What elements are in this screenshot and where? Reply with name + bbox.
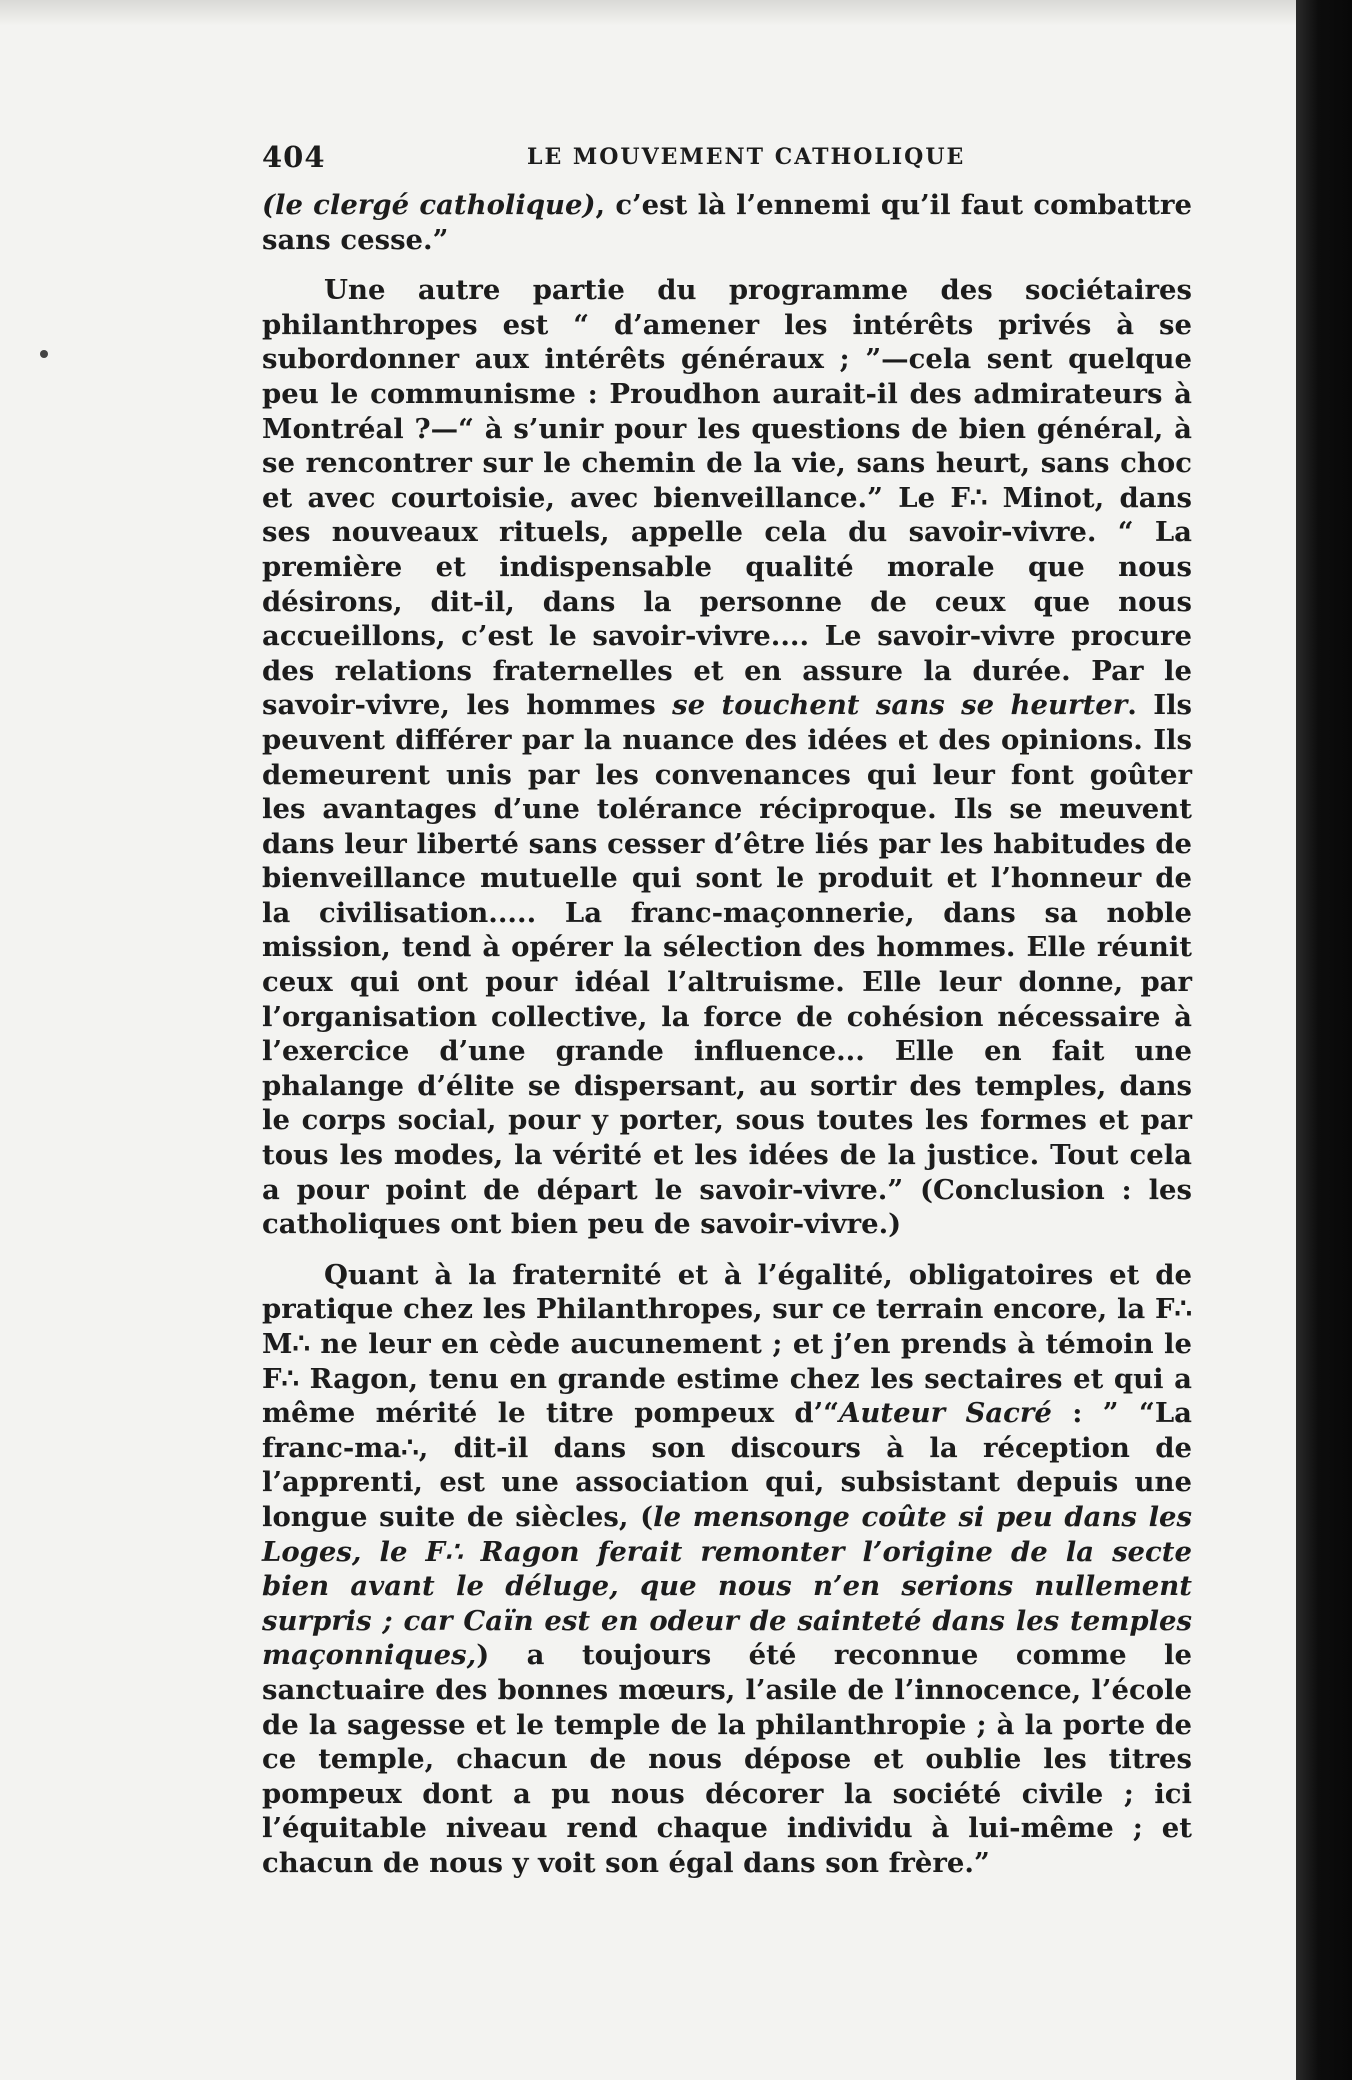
paragraph [262,273,1192,1242]
margin-speck [40,350,48,358]
text-segment: . Ils peuvent différer par la nuance des idées et des opinions. Ils demeurent unis par les convenances qui leur font goûter les avantages d’une tolérance réciproque. Ils se meuvent dans leur liberté sans cesser d’être liés par les habitudes de bienveillance mutuelle qui sont le produit et l’honneur de la civilisation..... La franc-maçonnerie, dans sa noble mission, tend à opérer la sélection des hommes. Elle réunit ceux qui ont pour idéal l’altruisme. Elle leur donne, par l’organisation collective, la force de cohésion nécessaire à l’exercice d’une grande influence... Elle en fait une phalange d’élite se dispersant, au sortir des temples, dans le corps social, pour y porter, sous toutes les formes et par tous les modes, la vérité et les idées de la justice. Tout cela a pour point de départ le savoir-vivre.” (Conclusion : les catholiques ont bien peu de savoir-vivre.) [262,689,1192,1241]
page-header [262,140,1212,180]
text-segment: ) a toujours été reconnue comme le sanctuaire des bonnes mœurs, l’asile de l’innocence, l’école de la sagesse et le temple de la philanthropie ; à la porte de ce temple, chacun de nous dépose et oublie les titres pompeux dont a pu nous décorer la société civile ; ici l’équitable niveau rend chaque individu à lui-même ; et chacun de nous y voit son égal dans son frère.” [262,1639,1192,1879]
text-segment: Une autre partie du programme des sociétaires philanthropes est “ d’amener les intérêts privés à se subordonner aux intérêts généraux ; ”—cela sent quelque peu le communisme : Proudhon aurait-il des admirateurs à Montréal ?—“ à s’unir pour les questions de bien général, à se rencontrer sur le chemin de la vie, sans heurt, sans choc et avec courtoisie, avec bienveillance.” Le F∴ Minot, dans ses nouveaux rituels, appelle cela du savoir-vivre. “ La première et indispensable qualité morale que nous désirons, dit-il, dans la personne de ceux que nous accueillons, c’est le savoir-vivre.... Le savoir-vivre procure des relations fraternelles et en assure la durée. Par le savoir-vivre, les hommes [262,274,1192,722]
text-segment: Auteur Sacré [839,1397,1052,1430]
scan-top-shadow [0,0,1296,26]
paragraph [262,1258,1192,1881]
text-segment: le mensonge coûte si peu dans les Loges, le F∴ Ragon ferait remonter l’origine de la secte bien avant le déluge, que nous n’en serions nullement surpris ; car Caïn est en odeur de sainteté dans les temples maçonniques, [262,1500,1192,1672]
text-segment: (le clergé catholique) [262,189,596,221]
text-segment: : ” “La franc-ma∴, dit-il dans son discours à la réception de l’apprenti, est une association qui, subsistant depuis une longue suite de siècles, ( [262,1397,1192,1533]
text-segment: se touchent sans se heurter [672,689,1128,722]
running-head: LE MOUVEMENT CATHOLIQUE [527,144,966,170]
page-number: 404 [262,140,326,174]
scan-dark-edge [1296,0,1352,2080]
text-segment: Quant à la fraternité et à l’égalité, obligatoires et de pratique chez les Philanthropes, sur ce terrain encore, la F∴ M∴ ne leur en cède aucunement ; et j’en prends à témoin le F∴ Ragon, tenu en grande estime chez les sectaires et qui a même mérité le titre pompeux d’“ [262,1258,1192,1430]
paragraph [262,188,1192,257]
text-segment: , c’est là l’ennemi qu’il faut combattre sans cesse.” [262,189,1192,256]
body-text [262,188,1192,1881]
